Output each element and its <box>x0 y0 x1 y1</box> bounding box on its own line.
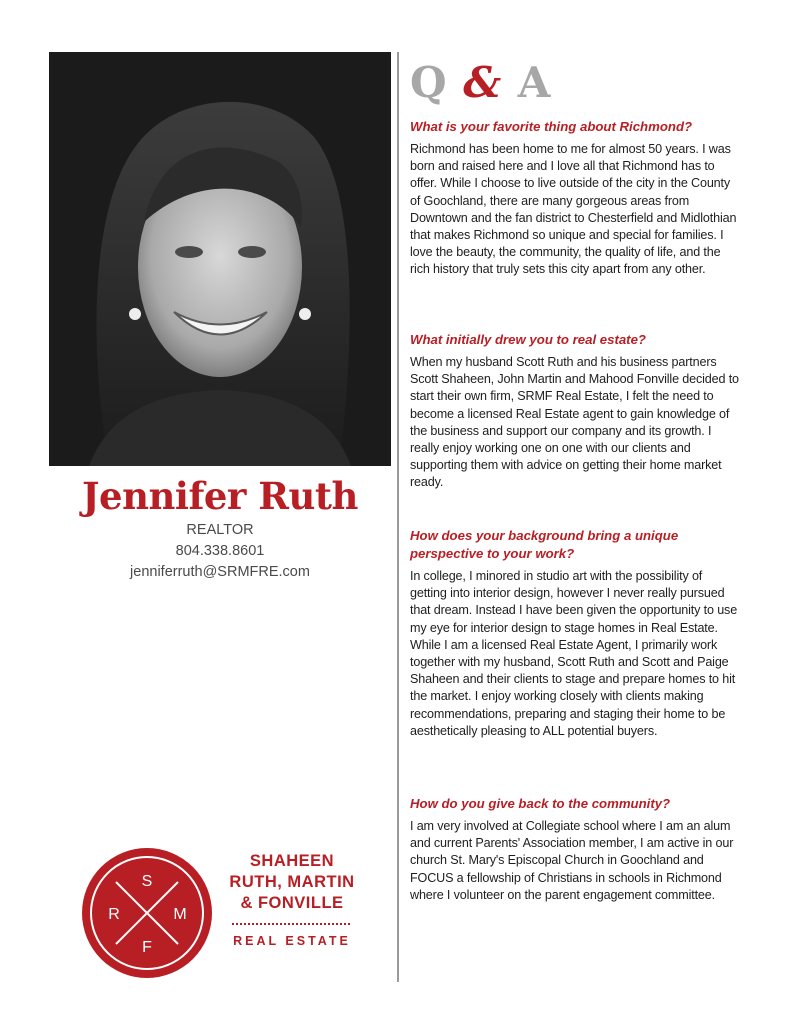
qa-heading-ampersand: & <box>463 58 503 107</box>
agent-title: REALTOR <box>186 522 254 538</box>
qa-answer: I am very involved at Collegiate school where I am an alum and current Parents' Association member, I am active in our church St. Mary's Episcopal Church in Goochland and FOCUS a fellowship of Christians in schools in Richmond where I volunteer on the parent engagement committee. <box>410 819 734 902</box>
qa-answer: When my husband Scott Ruth and his business partners Scott Shaheen, John Martin and Mahood Fonville decided to start their own firm, SRMF Real Estate, I felt the need to become a licensed Real Estate agent to gain knowledge of the business and support our company and its growth. I really enjoy working one on one with our clients and supporting them with advice on getting their home market ready. <box>410 355 739 490</box>
qa-question: What is your favorite thing about Richmond? <box>410 119 693 134</box>
logo-line-3: & FONVILLE <box>240 894 344 912</box>
logo-dotted-rule <box>232 923 350 925</box>
column-divider <box>397 52 399 982</box>
qa-block <box>410 331 740 492</box>
agent-name: Jennifer Ruth <box>82 474 358 518</box>
qa-heading-q: Q <box>410 58 448 107</box>
qa-answer: Richmond has been home to me for almost 50 years. I was born and raised here and I love all that Richmond has to offer. While I choose to live outside of the city in the County of Goochland, there are many gorgeous areas from Downtown and the fan district to Chesterfield and Midlothian that makes Richmond so unique and special for families. I love the beauty, the community, the quality of life, and the rich history that truly sets this city apart from any other. <box>410 142 737 277</box>
qa-heading-a: A <box>517 58 552 107</box>
qa-answer: In college, I minored in studio art with the possibility of getting into interior design, however I never really pursued that dream. Instead I have been given the opportunity to use my eye for interior design to stage homes in Real Estate. While I am a licensed Real Estate Agent, I primarily work together with my husband, Scott Ruth and Scott and Paige Shaheen and their clients to stage and prepare homes to hit the market. I enjoy working closely with clients making recommendations, preparing and staging their home to be aesthetically pleasing to ALL potential buyers. <box>410 569 738 738</box>
qa-question: How do you give back to the community? <box>410 796 671 811</box>
logo-line-1: SHAHEEN <box>249 852 335 870</box>
qa-heading <box>410 58 551 107</box>
agent-phone: 804.338.8601 <box>175 543 265 559</box>
qa-block <box>410 795 740 904</box>
logo-letter-top: S <box>141 873 153 890</box>
logo-letter-bottom: F <box>142 939 152 956</box>
qa-block <box>410 118 740 279</box>
qa-question: What initially drew you to real estate? <box>410 332 646 347</box>
qa-block <box>410 527 740 740</box>
portrait-photo <box>49 52 391 466</box>
srmf-logo-mark <box>80 846 214 980</box>
agent-email: jenniferruth@SRMFRE.com <box>130 564 310 580</box>
qa-question: How does your background bring a unique perspective to your work? <box>410 528 679 561</box>
logo-letter-right: M <box>173 906 187 923</box>
portrait-illustration <box>49 52 391 466</box>
logo-line-2: RUTH, MARTIN <box>229 873 355 891</box>
logo-subtitle: REAL ESTATE <box>233 934 351 948</box>
logo-letter-left: R <box>108 906 120 923</box>
